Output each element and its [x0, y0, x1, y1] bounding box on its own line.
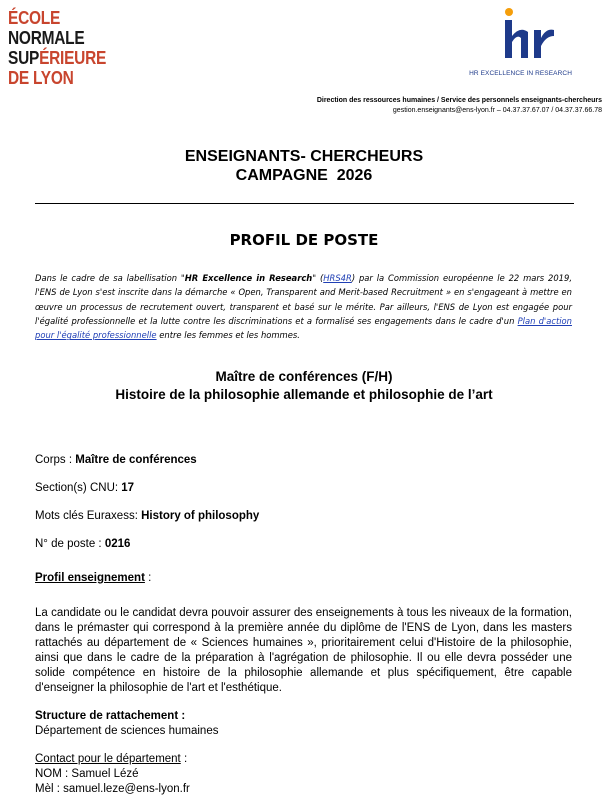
- department-name: Direction des ressources humaines / Service des personnels enseignants-chercheurs: [316, 97, 602, 104]
- cnu-label: Section(s) CNU:: [35, 482, 122, 494]
- logo-line-4: DE LYON: [8, 68, 74, 88]
- intro-paragraph: [35, 271, 572, 342]
- intro-bold: HR Excellence in Research: [184, 273, 313, 283]
- cnu-field: [35, 481, 134, 495]
- contact-name: NOM : Samuel Lézé: [35, 768, 139, 780]
- department-contact: gestion.enseignants@ens-lyon.fr – 04.37.37.67.07 / 04.37.37.66.78: [392, 107, 602, 114]
- ens-lyon-logo: [8, 8, 106, 88]
- logo-line-2: NORMALE: [8, 28, 85, 48]
- poste-number-label: N° de poste :: [35, 538, 105, 550]
- corps-field: [35, 453, 197, 467]
- poste-number-field: [35, 537, 130, 551]
- intro-text-3: ) par la Commission européenne le 22 mars 2019, l'ENS de Lyon s'est inscrite dans la démarche « Open, Transparent and Merit-based Recruitment » en s'engageant à mettre en œuvre un processus de recrutement ouvert, transparent et basé sur le mérite. Par ailleurs, l'ENS de Lyon est engagée pour l'égalité professionnelle et la lutte contre les discriminations et a formalisé ses engagements dans le cadre d'un: [35, 273, 573, 326]
- hr-logo-caption: HR EXCELLENCE IN RESEARCH: [469, 70, 572, 77]
- enseignement-text: La candidate ou le candidat devra pouvoir assurer des enseignements à tous les niveaux de la formation, dans le prémaster qui correspond à la première année du diplôme de l'ENS de Lyon, dans les masters rattachés au département de « Sciences humaines », prioritairement celui d'Histoire de la philosophie, ainsi que dans le cadre de la préparation à l'agrégation de philosophie. Il ou elle devra posséder une solide compétence en histoire de la philosophie allemande et plus spécifiquement, être capable d'enseigner la philosophie de l'art et l'esthétique.: [35, 607, 572, 695]
- euraxess-value: History of philosophy: [141, 510, 260, 522]
- cnu-value: 17: [121, 482, 135, 494]
- logo-line-3-suffix: ÉRIEURE: [39, 48, 107, 68]
- department-header: [317, 96, 602, 116]
- title-line-2: CAMPAGNE 2026: [235, 167, 373, 184]
- logo-line-3-prefix: SUP: [8, 48, 40, 68]
- corps-value: Maître de conférences: [75, 454, 197, 466]
- horizontal-rule: [35, 203, 574, 204]
- structure-heading: Structure de rattachement :: [35, 710, 186, 722]
- document-title: [0, 147, 608, 185]
- euraxess-field: [35, 509, 259, 523]
- poste-title-line-2: Histoire de la philosophie allemande et philosophie de l’art: [115, 387, 493, 402]
- enseignement-heading-text: Profil enseignement: [35, 572, 145, 584]
- hr-excellence-logo-icon: [494, 6, 558, 60]
- enseignement-heading: [35, 571, 151, 585]
- poste-title-line-1: Maître de conférences (F/H): [215, 369, 393, 384]
- profil-title: PROFIL DE POSTE: [229, 231, 379, 249]
- intro-text-2: " (: [312, 273, 324, 283]
- logo-line-1: ÉCOLE: [8, 8, 61, 28]
- poste-title: [0, 368, 608, 404]
- contact-heading: [35, 752, 187, 766]
- logo-line-3: [8, 48, 106, 68]
- hrs4r-link[interactable]: HRS4R: [323, 273, 352, 283]
- intro-text-1: Dans le cadre de sa labellisation ": [35, 273, 185, 283]
- euraxess-label: Mots clés Euraxess:: [35, 510, 142, 522]
- contact-heading-text: Contact pour le département: [35, 753, 181, 765]
- intro-text-4: entre les femmes et les hommes.: [156, 330, 300, 341]
- corps-label: Corps :: [35, 454, 76, 466]
- poste-number-value: 0216: [104, 538, 131, 550]
- structure-value: Département de sciences humaines: [35, 725, 219, 737]
- title-line-1: ENSEIGNANTS- CHERCHEURS: [184, 148, 424, 165]
- contact-heading-suffix: :: [180, 753, 188, 765]
- plan-egalite-link[interactable]: Plan d'action pour l'égalité professionnelle: [35, 315, 572, 341]
- contact-email[interactable]: Mèl : samuel.leze@ens-lyon.fr: [35, 783, 190, 795]
- enseignement-heading-suffix: :: [144, 572, 152, 584]
